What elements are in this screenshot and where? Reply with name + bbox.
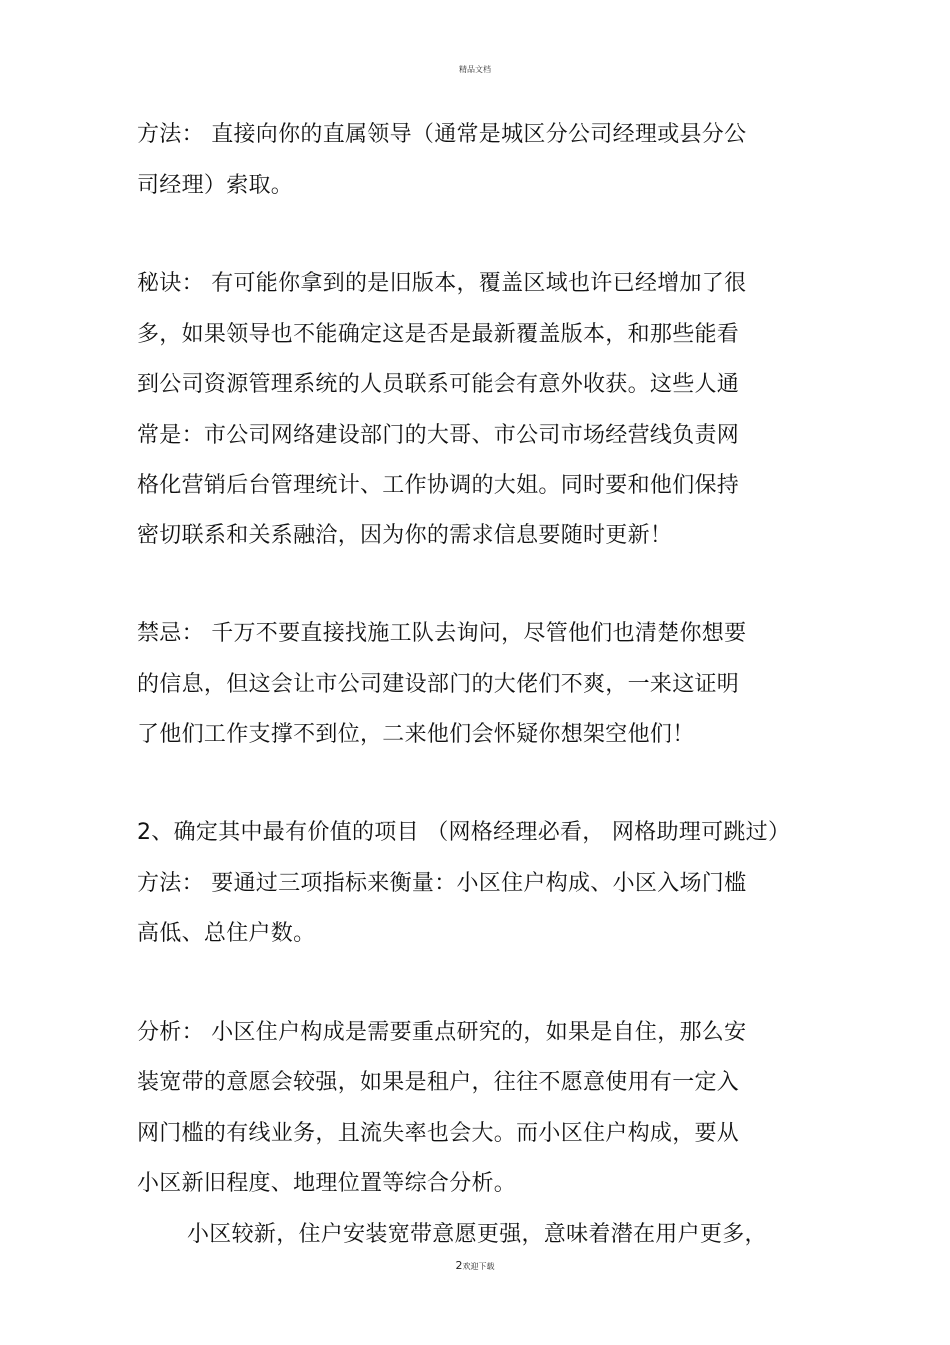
- page-footer: [0, 1259, 950, 1272]
- text-line: 方法： 直接向你的直属领导（通常是城区分公司经理或县分公: [137, 122, 747, 147]
- text-line: 小区较新，住户安装宽带意愿更强，意味着潜在用户更多，: [187, 1222, 767, 1247]
- text-line: 分析： 小区住户构成是需要重点研究的，如果是自住，那么安: [137, 1020, 747, 1045]
- text-line: 高低、总住户数。: [137, 921, 316, 946]
- text-line: 秘诀： 有可能你拿到的是旧版本，覆盖区域也许已经增加了很: [137, 271, 747, 296]
- page-header: 精品文档: [459, 65, 491, 74]
- text-line: 的信息，但这会让市公司建设部门的大佬们不爽，一来这证明: [137, 672, 740, 697]
- text-line: 到公司资源管理系统的人员联系可能会有意外收获。这些人通: [137, 372, 740, 397]
- text-line: 常是：市公司网络建设部门的大哥、市公司市场经营线负责网: [137, 423, 740, 448]
- text-line: 密切联系和关系融洽，因为你的需求信息要随时更新！: [137, 523, 673, 548]
- text-line: 禁忌： 千万不要直接找施工队去询问，尽管他们也清楚你想要: [137, 621, 747, 646]
- text-line: 格化营销后台管理统计、工作协调的大姐。同时要和他们保持: [137, 473, 740, 498]
- text-line: 网门槛的有线业务，且流失率也会大。而小区住户构成，要从: [137, 1121, 740, 1146]
- page-number: 2: [455, 1259, 463, 1272]
- section-heading: 2、确定其中最有价值的项目 （网格经理必看， 网格助理可跳过）: [137, 820, 791, 845]
- text-line: 装宽带的意愿会较强，如果是租户，往往不愿意使用有一定入: [137, 1070, 740, 1095]
- text-line: 了他们工作支撑不到位，二来他们会怀疑你想架空他们！: [137, 722, 695, 747]
- text-line: 多，如果领导也不能确定这是否是最新覆盖版本，和那些能看: [137, 322, 740, 347]
- text-line: 司经理）索取。: [137, 173, 294, 198]
- text-line: 方法： 要通过三项指标来衡量：小区住户构成、小区入场门槛: [137, 871, 747, 896]
- footer-text: 欢迎下载: [462, 1262, 495, 1271]
- text-line: 小区新旧程度、地理位置等综合分析。: [137, 1171, 517, 1196]
